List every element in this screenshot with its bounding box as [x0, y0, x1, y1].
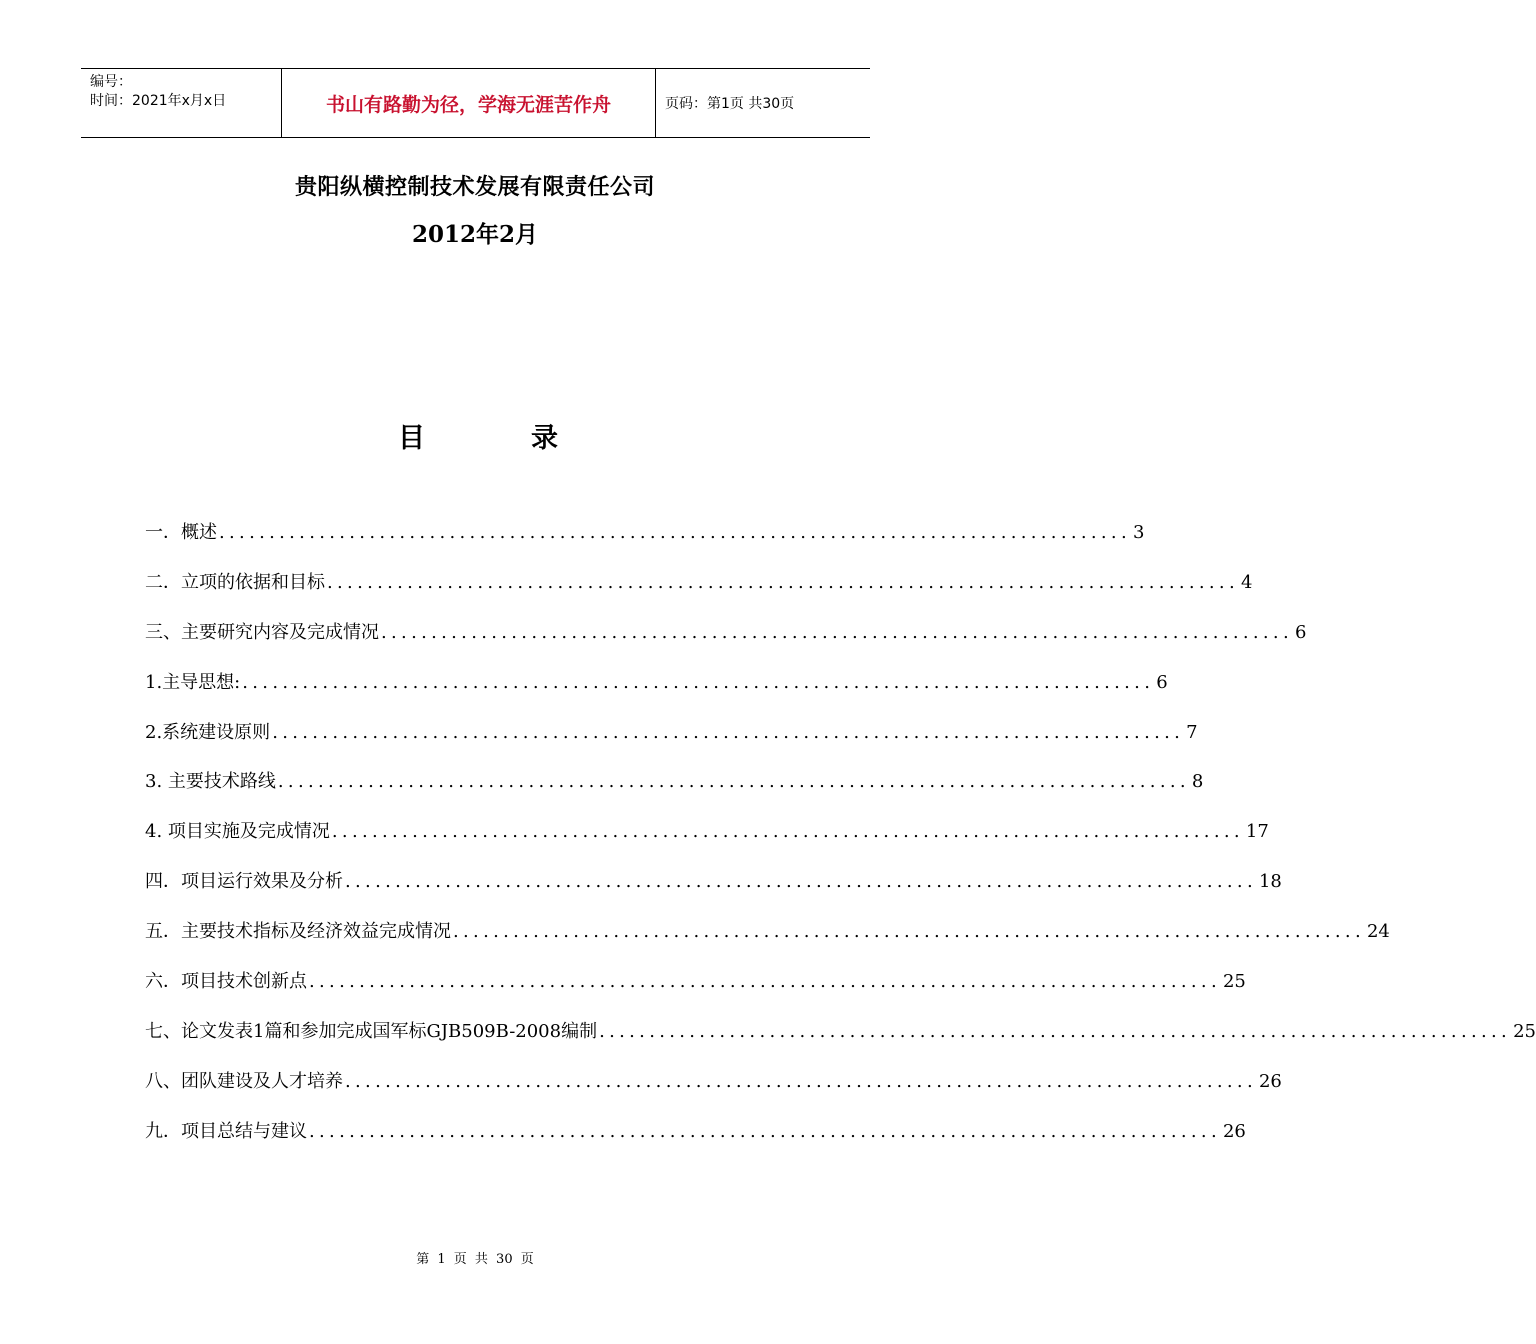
toc-entry-page: 17 [1245, 821, 1269, 843]
toc-entry-page: 6 [1156, 671, 1168, 693]
toc-entry-label: 三、主要研究内容及完成情况 [145, 621, 379, 643]
toc-leader-dots: ........................................................................................... [309, 1120, 1221, 1142]
number-label: 编号： [90, 74, 132, 90]
toc-leader-dots: ........................................................................................... [345, 871, 1257, 893]
toc-entry-page: 3 [1132, 522, 1145, 543]
document-date: 2012年2月 [411, 221, 539, 248]
toc-entry-page: 25 [1513, 1020, 1536, 1042]
toc-entry-label: 五．主要技术指标及经济效益完成情况 [145, 921, 451, 943]
toc-entry-label: 九．项目总结与建议 [145, 1120, 307, 1142]
toc-leader-dots: ........................................................................................... [272, 721, 1185, 743]
toc-entry-label: 4. 项目实施及完成情况 [145, 821, 330, 843]
toc-entry[interactable] [145, 767, 1204, 817]
toc-entry-label: 2.系统建设原则 [145, 721, 271, 743]
company-name: 贵阳纵横控制技术发展有限责任公司 [294, 174, 655, 200]
toc-entry-page: 26 [1222, 1120, 1246, 1142]
table-of-contents [145, 518, 1536, 1167]
time-label: 时间：2021年x月x日 [90, 93, 227, 109]
header-page-info: 页码：第1页 共30页 [665, 96, 795, 112]
toc-entry[interactable] [145, 817, 1269, 867]
toc-entry-page: 7 [1186, 721, 1198, 743]
page-header [81, 68, 870, 138]
toc-heading [398, 416, 558, 455]
toc-entry[interactable] [145, 668, 1168, 718]
motto: 书山有路勤为径，学海无涯苦作舟 [282, 69, 656, 137]
toc-leader-dots: ........................................................................................... [219, 522, 1131, 543]
toc-leader-dots: ........................................................................................... [277, 771, 1190, 793]
toc-entry-page: 24 [1366, 921, 1390, 943]
toc-heading-right: 录 [531, 423, 558, 454]
toc-entry-label: 二．立项的依据和目标 [145, 571, 325, 593]
toc-entry[interactable] [145, 518, 1145, 568]
toc-entry[interactable] [145, 1117, 1246, 1167]
toc-leader-dots: ........................................................................................... [331, 821, 1244, 843]
toc-entry-page: 6 [1294, 621, 1307, 643]
toc-entry[interactable] [145, 917, 1390, 967]
toc-entry[interactable] [145, 867, 1282, 917]
header-info-cell [81, 69, 282, 137]
toc-leader-dots: ........................................................................................... [381, 621, 1293, 643]
toc-entry[interactable] [145, 967, 1246, 1017]
toc-leader-dots: ........................................................................................... [345, 1070, 1257, 1092]
toc-leader-dots: ........................................................................................... [327, 571, 1239, 593]
toc-entry-label: 六．项目技术创新点 [145, 971, 307, 993]
toc-leader-dots: ........................................................................................... [453, 921, 1365, 943]
toc-leader-dots: ........................................................................................... [242, 671, 1155, 693]
toc-entry-label: 七、论文发表1篇和参加完成国军标GJB509B-2008编制 [145, 1020, 598, 1042]
toc-entry-page: 18 [1258, 871, 1282, 893]
toc-entry[interactable] [145, 618, 1307, 668]
toc-entry-label: 1.主导思想: [145, 671, 241, 693]
toc-entry-label: 四．项目运行效果及分析 [145, 871, 343, 893]
page-footer: 第 1 页 共 30 页 [416, 1252, 534, 1267]
toc-entry-label: 一．概述 [145, 522, 217, 543]
toc-entry-page: 25 [1222, 971, 1246, 993]
toc-entry[interactable] [145, 1067, 1282, 1117]
toc-entry-page: 26 [1258, 1070, 1282, 1092]
toc-entry[interactable] [145, 718, 1198, 768]
toc-entry-label: 八、团队建设及人才培养 [145, 1070, 343, 1092]
toc-leader-dots: ........................................................................................... [599, 1020, 1512, 1042]
toc-heading-left: 目 [398, 423, 425, 454]
toc-entry-label: 3. 主要技术路线 [145, 771, 276, 793]
toc-entry[interactable] [145, 568, 1253, 618]
toc-entry-page: 8 [1191, 771, 1204, 793]
toc-entry[interactable] [145, 1017, 1536, 1067]
toc-leader-dots: ........................................................................................... [309, 971, 1221, 993]
toc-entry-page: 4 [1240, 571, 1253, 593]
